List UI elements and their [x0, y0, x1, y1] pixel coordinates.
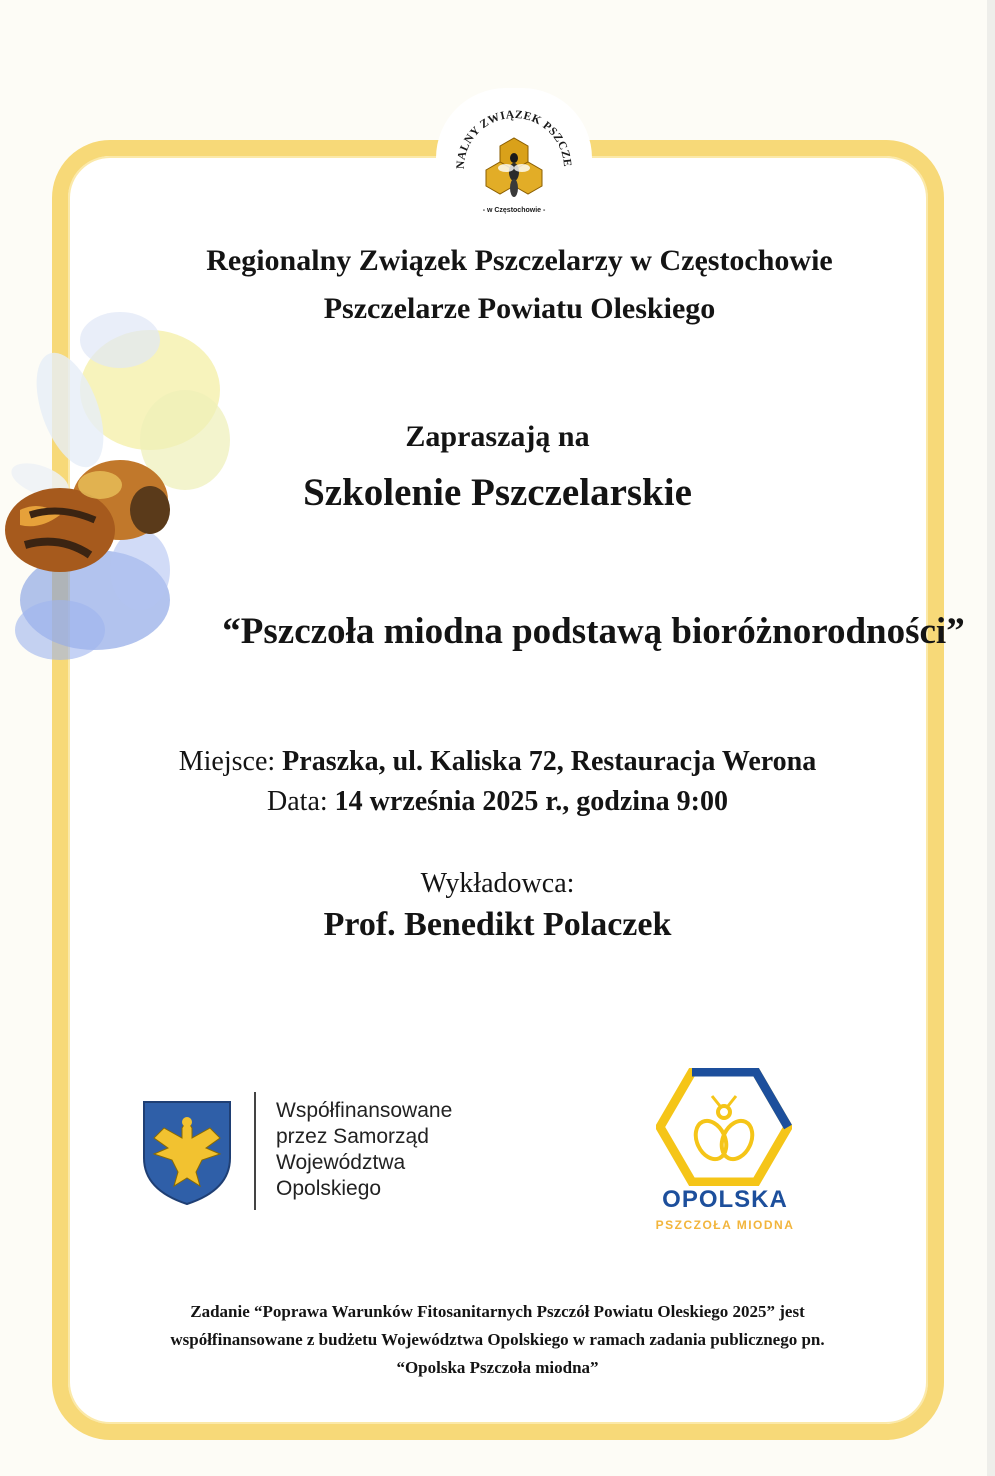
place-line — [0, 746, 995, 778]
association-logo — [436, 88, 592, 228]
logo-bottom-text: - w Częstochowie - — [482, 207, 546, 214]
footer-line: współfinansowane z budżetu Województwa Opolskiego w ramach zadania publicznego pn. — [170, 1330, 825, 1349]
place-label: Miejsce: — [178, 746, 276, 777]
place-value: Praszka, ul. Kaliska 72, Restauracja Werona — [282, 746, 817, 777]
training-title: Szkolenie Pszczelarskie — [303, 471, 692, 514]
lecturer-name: Prof. Benedikt Polaczek — [323, 906, 672, 943]
opolska-name: OPOLSKA — [662, 1186, 788, 1213]
invitation-intro: Zapraszają na — [405, 420, 590, 453]
hexagon-bee-icon — [656, 1068, 792, 1186]
organizer-line-1: Regionalny Związek Pszczelarzy w Częstochowie — [206, 244, 833, 277]
training-topic: “Pszczoła miodna podstawą bioróżnorodności” — [222, 611, 965, 652]
eagle-crest-icon — [140, 1098, 234, 1206]
cofunding-line: Współfinansowane — [276, 1099, 453, 1122]
opolska-subtitle: PSZCZOŁA MIODNA — [655, 1218, 795, 1232]
date-value: 14 września 2025 r., godzina 9:00 — [334, 786, 728, 817]
organizer-line-2: Pszczelarze Powiatu Oleskiego — [323, 292, 716, 325]
logo-ring-text: NALNY ZWIĄZEK PSZCZE — [454, 108, 574, 170]
cofunding-line: przez Samorząd — [276, 1125, 429, 1148]
footer-line: Zadanie “Poprawa Warunków Fitosanitarnych Pszczół Powiatu Oleskiego 2025” jest — [190, 1302, 805, 1321]
footer-note — [90, 1298, 905, 1382]
cofunding-line: Opolskiego — [276, 1177, 382, 1200]
cofunding-divider — [254, 1092, 256, 1210]
bee-honeycomb-icon — [436, 88, 592, 228]
footer-line: “Opolska Pszczoła miodna” — [396, 1358, 599, 1377]
cofunding-line: Województwa — [276, 1151, 406, 1174]
page-edge-strip — [987, 0, 995, 1476]
lecturer-label: Wykładowca: — [420, 868, 575, 899]
cofunding-text — [276, 1098, 452, 1202]
date-line — [0, 786, 995, 818]
date-label: Data: — [267, 786, 328, 817]
